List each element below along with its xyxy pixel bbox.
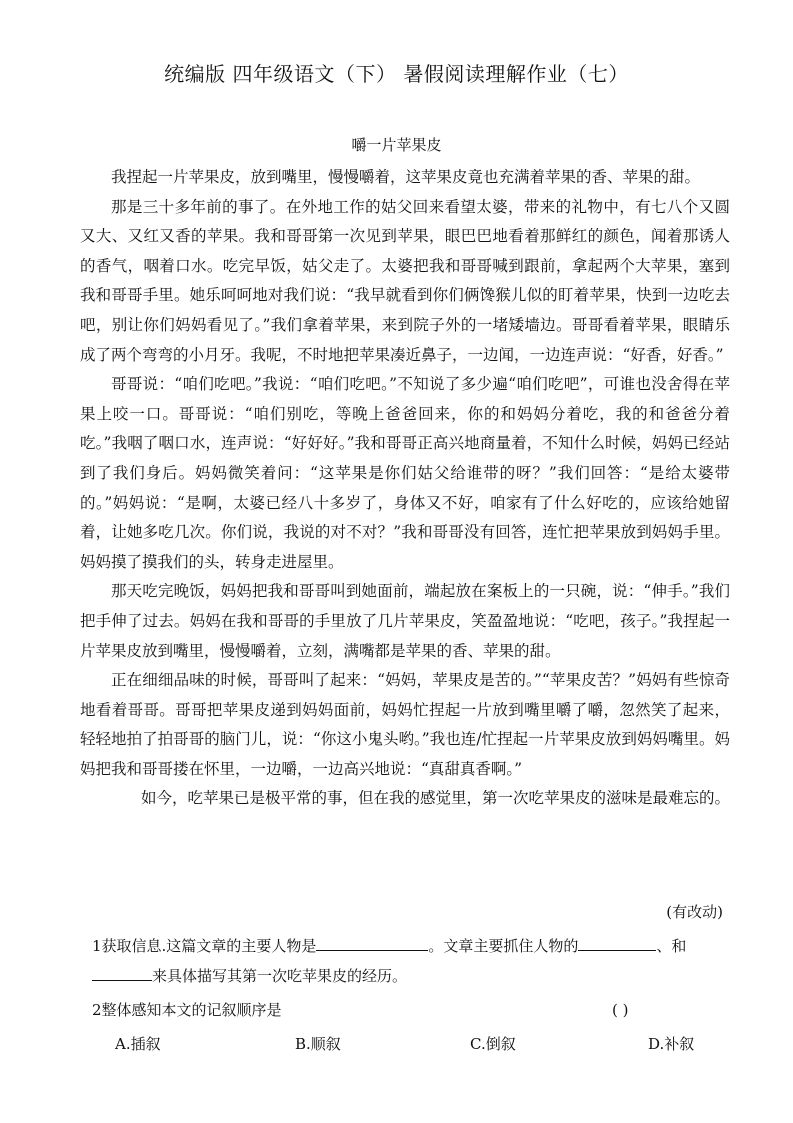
option-c[interactable]: C.倒叙 bbox=[470, 1035, 516, 1053]
essay-paragraph: 那是三十多年前的事了。在外地工作的姑父回来看望太婆，带来的礼物中，有七八个又圆又大、又红又香的苹果。我和哥哥第一次见到苹果，眼巴巴地看着那鲜红的颜色，闻着那诱人的香气，咽着口水。吃完早饭，姑父走了。太婆把我和哥哥喊到跟前，拿起两个大苹果，塞到我和哥哥手里。她乐呵呵地对我们说：“我早就看到你们俩馋猴儿似的盯着苹果，快到一边吃去吧，别让你们妈妈看见了。”我们拿着苹果，来到院子外的一堵矮墙边。哥哥看着苹果，眼睛乐成了两个弯弯的小月牙。我呢，不时地把苹果凑近鼻子，一边闻，一边连声说：“好香，好香。” bbox=[80, 197, 730, 364]
source-note: (有改动) bbox=[666, 903, 723, 921]
essay-paragraph: 哥哥说：“咱们吃吧。”我说：“咱们吃吧。”不知说了多少遍“咱们吃吧”，可谁也没舍得在苹果上咬一口。哥哥说：“咱们别吃，等晚上爸爸回来，你的和妈妈分着吃，我的和爸爸分着吃。”我咽了咽口水，连声说：“好好好。”我和哥哥正高兴地商量着，不知什么时候，妈妈已经站到了我们身后。妈妈微笑着问：“这苹果是你们姑父给谁带的呀？”我们回答：“是给太婆带的。”妈妈说：“是啊，太婆已经八十多岁了，身体又不好，咱家有了什么好吃的，应该给她留着，让她多吃几次。你们说，我说的对不对？”我和哥哥没有回答，连忙把苹果放到妈妈手里。妈妈摸了摸我们的头，转身走进屋里。 bbox=[80, 375, 730, 571]
question-1-text: 1获取信息.这篇文章的主要人物是 bbox=[92, 937, 317, 955]
answer-blank-aspect-1[interactable] bbox=[578, 932, 656, 951]
essay-paragraph: 正在细细品味的时候，哥哥叫了起来：“妈妈，苹果皮是苦的。”“苹果皮苦？”妈妈有些惊奇地看着哥哥。哥哥把苹果皮递到妈妈面前，妈妈忙捏起一片放到嘴里嚼了嚼，忽然笑了起来，轻轻地拍了拍哥哥的脑门儿，说：“你这小鬼头哟。”我也连/忙捏起一片苹果皮放到妈妈嘴里。妈妈把我和哥哥搂在怀里，一边嚼，一边高兴地说：“真甜真香啊。” bbox=[80, 671, 730, 778]
essay-title: 嚼一片苹果皮 bbox=[351, 136, 442, 154]
answer-blank-main-character[interactable] bbox=[316, 932, 428, 951]
question-2-text: 2整体感知本文的记叙顺序是 bbox=[92, 1001, 282, 1019]
question-1-text: 来具体描写其第一次吃苹果皮的经历。 bbox=[152, 967, 408, 985]
option-d[interactable]: D.补叙 bbox=[648, 1035, 695, 1053]
essay-paragraph: 那天吃完晚饭，妈妈把我和哥哥叫到她面前，端起放在案板上的一只碗，说：“伸手。”我们把手伸了过去。妈妈在我和哥哥的手里放了几片苹果皮，笑盈盈地说：“吃吧，孩子。”我捏起一片苹果皮放到嘴里，慢慢嚼着，立刻，满嘴都是苹果的香、苹果的甜。 bbox=[80, 582, 730, 660]
question-1-text: 、和 bbox=[656, 937, 687, 955]
question-1 bbox=[92, 931, 742, 991]
question-1-text: 。文章主要抓住人物的 bbox=[428, 937, 579, 955]
answer-bracket[interactable]: ( ) bbox=[612, 1001, 629, 1019]
essay-paragraph: 如今，吃苹果已是极平常的事，但在我的感觉里，第一次吃苹果皮的滋味是最难忘的。 bbox=[140, 789, 730, 808]
question-2 bbox=[92, 995, 742, 1025]
essay-body bbox=[80, 163, 730, 814]
page-title: 统编版 四年级语文（下） 暑假阅读理解作业（七） bbox=[164, 62, 629, 86]
option-b[interactable]: B.顺叙 bbox=[295, 1035, 341, 1053]
essay-paragraph: 我捏起一片苹果皮，放到嘴里，慢慢嚼着，这苹果皮竟也充满着苹果的香、苹果的甜。 bbox=[111, 168, 701, 186]
option-a[interactable]: A.插叙 bbox=[115, 1035, 161, 1053]
answer-blank-aspect-2[interactable] bbox=[92, 962, 152, 981]
